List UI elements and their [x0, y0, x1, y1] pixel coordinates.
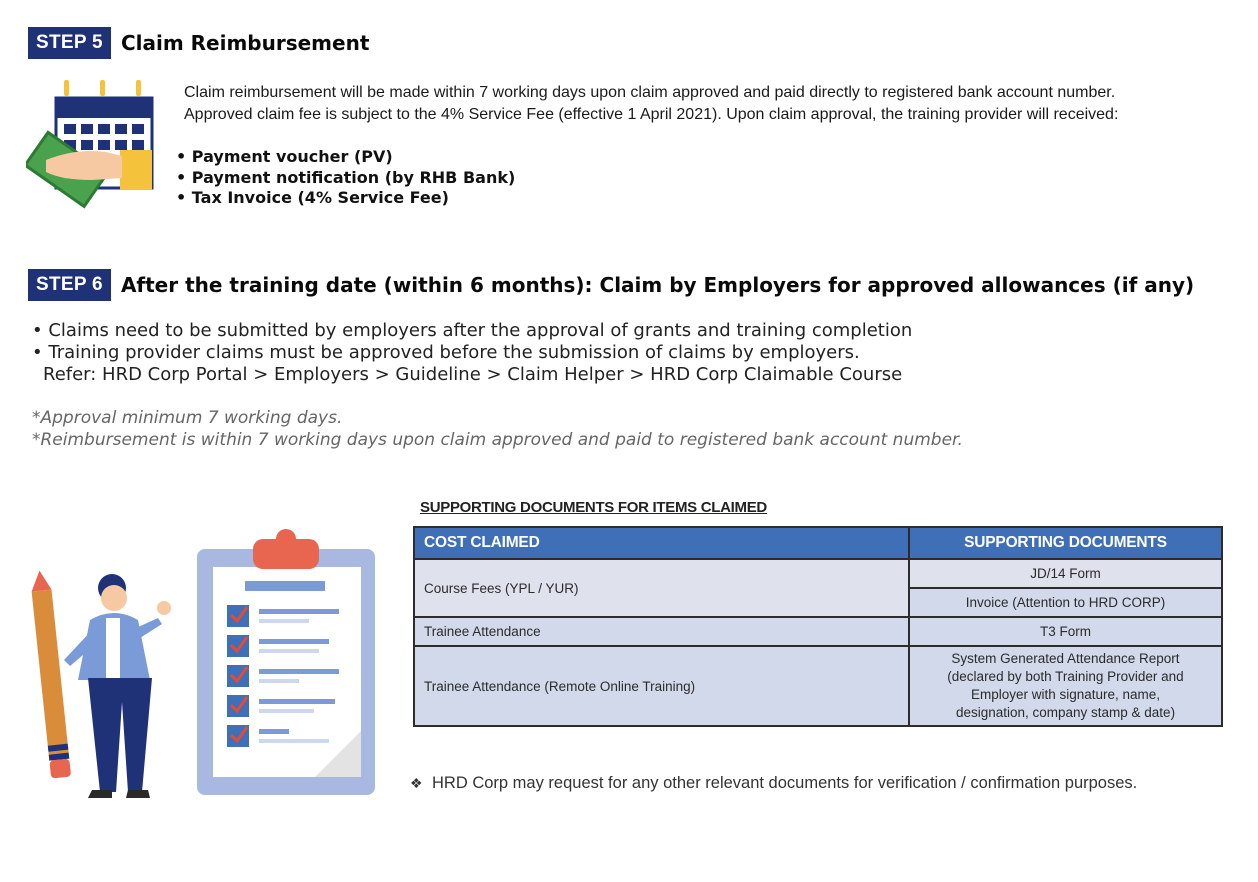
column-header-cost: COST CLAIMED: [414, 527, 909, 559]
cost-cell: Trainee Attendance: [414, 617, 909, 646]
note-text: HRD Corp may request for any other relevant documents for verification / confirmation purposes.: [432, 774, 1138, 792]
document-line: (declared by both Training Provider and: [947, 669, 1184, 684]
step5-paragraph-line2: Approved claim fee is subject to the 4% Service Fee (effective 1 April 2021). Upon claim approval, the training provider will received:: [184, 106, 1119, 123]
step6-bullet-list: [32, 320, 912, 364]
document-line: System Generated Attendance Report: [951, 651, 1180, 666]
step6-header: [28, 269, 1194, 301]
list-item: • Tax Invoice (4% Service Fee): [176, 188, 515, 209]
step6-badge: STEP 6: [28, 269, 111, 301]
step5-bullet-list: [176, 147, 515, 209]
supporting-documents-note: [410, 767, 1210, 800]
step6-notes: [32, 407, 963, 451]
document-cell: [909, 646, 1222, 726]
person-with-pencil-illustration: [30, 570, 180, 802]
table-row: [414, 617, 1222, 646]
supporting-documents-title: SUPPORTING DOCUMENTS FOR ITEMS CLAIMED: [420, 499, 767, 516]
column-header-documents: SUPPORTING DOCUMENTS: [909, 527, 1222, 559]
supporting-documents-table: [413, 526, 1223, 727]
step5-badge: STEP 5: [28, 27, 111, 59]
document-cell: Invoice (Attention to HRD CORP): [909, 588, 1222, 617]
step5-paragraph-line1: Claim reimbursement will be made within 7 working days upon claim approved and paid directly to registered bank account number.: [184, 84, 1116, 101]
note-approval: *Approval minimum 7 working days.: [32, 408, 343, 428]
list-item: • Payment notification (by RHB Bank): [176, 168, 515, 189]
note-reimbursement: *Reimbursement is within 7 working days upon claim approved and paid to registered bank account number.: [32, 430, 963, 450]
step6-refer-path: Refer: HRD Corp Portal > Employers > Guideline > Claim Helper > HRD Corp Claimable Course: [43, 364, 903, 385]
document-line: designation, company stamp & date): [955, 705, 1176, 720]
list-item: • Claims need to be submitted by employers after the approval of grants and training completion: [32, 320, 912, 342]
list-item: • Training provider claims must be approved before the submission of claims by employers.: [32, 342, 912, 364]
document-line: Employer with signature, name,: [970, 687, 1161, 702]
cost-cell: Trainee Attendance (Remote Online Training): [414, 646, 909, 726]
table-row: [414, 646, 1222, 726]
clipboard-checklist-illustration: [195, 527, 377, 797]
step6-title: After the training date (within 6 months): Claim by Employers for approved allowances (if any): [120, 273, 1195, 297]
document-cell: T3 Form: [909, 617, 1222, 646]
table-row: [414, 559, 1222, 588]
cost-cell: Course Fees (YPL / YUR): [414, 559, 909, 617]
document-cell: JD/14 Form: [909, 559, 1222, 588]
diamond-bullet-icon: ❖: [410, 775, 423, 791]
calendar-money-icon: [26, 78, 158, 214]
table-header-row: [414, 527, 1222, 559]
step5-paragraph: [184, 82, 1244, 126]
step5-header: [28, 27, 369, 59]
list-item: • Payment voucher (PV): [176, 147, 515, 168]
step5-title: Claim Reimbursement: [120, 31, 370, 55]
